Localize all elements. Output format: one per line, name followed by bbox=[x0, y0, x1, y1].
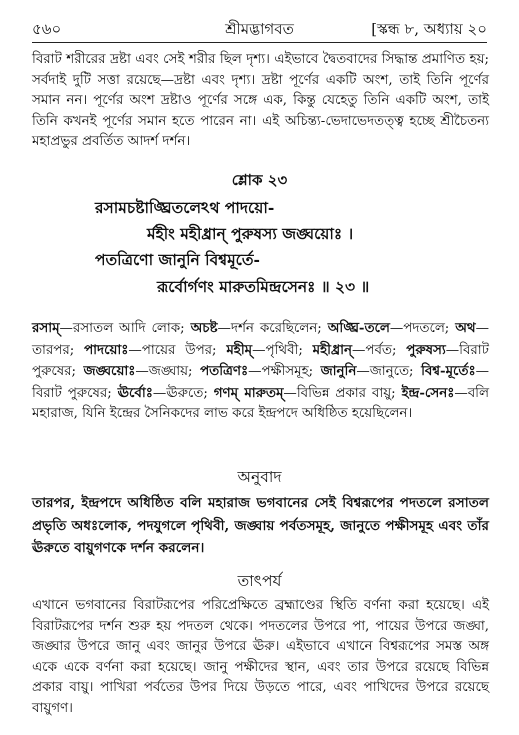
translation-heading: অনুবাদ bbox=[237, 468, 282, 486]
chapter-reference: [স্কন্ধ ৮, অধ্যায় ২০ bbox=[371, 20, 487, 38]
synonym-meaning: তারপর bbox=[32, 342, 70, 358]
synonym-word: জঙ্ঘয়োঃ bbox=[83, 363, 136, 380]
synonym-word: গণম্ মারুতম্ bbox=[213, 384, 284, 401]
synonym-meaning: বিরাট পুরুষের bbox=[32, 342, 489, 380]
synonym-word: ইন্দ্র-সেনঃ bbox=[401, 384, 455, 401]
verse-line: রসামচষ্টাঙ্ঘ্রিতলেঽথ পাদয়ো- bbox=[95, 198, 275, 217]
synonym-meaning: পর্বত bbox=[365, 342, 392, 358]
synonym-meaning: বলি মহারাজ, যিনি ইন্দ্রের সৈনিকদের লাভ করে ইন্দ্রপদে অধিষ্ঠিত হয়েছিলেন। bbox=[32, 385, 489, 422]
synonym-meaning: দর্শন করেছিলেন bbox=[230, 321, 318, 336]
synonym-word: পতত্রিণঃ bbox=[200, 363, 249, 380]
synonym-word: অচষ্ট bbox=[190, 320, 218, 336]
synonym-word: পুরুষস্য bbox=[406, 341, 446, 358]
page-header bbox=[32, 14, 487, 42]
page-number: ৫৬০ bbox=[32, 20, 62, 38]
synonym-word: মহীম্ bbox=[226, 341, 253, 358]
synonym-word: ঊর্বোঃ bbox=[117, 384, 153, 401]
word-for-word-synonyms: রসাম্—রসাতল আদি লোক; অচষ্ট—দর্শন করেছিলেন; অঙ্ঘ্রি-তলে—পদতলে; অথ—তারপর; পাদয়োঃ—পায়ের উপর; মহীম্—পৃথিবী; মহীধ্রান্—পর্বত; পুরুষস্য—বিরাট পুরুষের; জঙ্ঘয়োঃ—জঙ্ঘায়; পতত্রিণঃ—পক্ষীসমূহ; জানুনি—জানুতে; বিশ্ব-মূর্তেঃ—বিরাট পুরুষের; ঊর্বোঃ—ঊরুতে; গণম্ মারুতম্—বিভিন্ন প্রকার বায়ু; ইন্দ্র-সেনঃ—বলি মহারাজ, যিনি ইন্দ্রের সৈনিকদের লাভ করে ইন্দ্রপদে অধিষ্ঠিত হয়েছিলেন। bbox=[32, 320, 489, 422]
purport-text: এখানে ভগবানের বিরাটরূপের পরিপ্রেক্ষিতে ব্রহ্মাণ্ডের স্থিতি বর্ণনা করা হয়েছে। এই বিরাটরূপের দর্শন শুরু হয় পদতল থেকে। পদতলের উপরে পা, পায়ের উপরে জঙ্ঘা, জঙ্ঘার উপরে জানু এবং জানুর উপরে ঊরু। এইভাবে এখানে বিশ্বরূপের সমস্ত অঙ্গ একে একে বর্ণনা করা হয়েছে। জানু পক্ষীদের স্থান, এবং তার উপরে রয়েছে বিভিন্ন প্রকার বায়ু। পাখিরা পর্বতের উপর দিয়ে উড়তে পারে, এবং পাখিদের উপরে রয়েছে বায়ুগণ। bbox=[32, 598, 489, 716]
synonym-word: অঙ্ঘ্রি-তলে bbox=[327, 320, 390, 336]
synonym-meaning: পক্ষীসমূহ bbox=[261, 364, 309, 380]
synonym-meaning: পায়ের উপর bbox=[141, 342, 213, 358]
header-rule bbox=[32, 42, 487, 43]
translation-text: তারপর, ইন্দ্রপদে অধিষ্ঠিত বলি মহারাজ ভগবানের সেই বিশ্বরূপের পদতলে রসাতল প্রভৃতি অধঃলোক, পদযুগলে পৃথিবী, জঙ্ঘায় পর্বতসমূহ, জানুতে পক্ষীসমূহ এবং তাঁর ঊরুতে বায়ুগণকে দর্শন করলেন। bbox=[32, 495, 489, 556]
synonym-word: মহীধ্রান্ bbox=[312, 341, 352, 358]
synonym-meaning: ঊরুতে bbox=[166, 385, 204, 401]
synonym-meaning: জানুতে bbox=[369, 364, 410, 380]
synonym-word: জানুনি bbox=[320, 363, 357, 380]
synonym-meaning: রসাতল আদি লোক bbox=[72, 321, 181, 336]
synonym-meaning: জঙ্ঘায় bbox=[148, 364, 189, 380]
purport-heading: তাৎপর্য bbox=[237, 572, 282, 590]
sloka-heading: শ্লোক ২৩ bbox=[231, 171, 288, 189]
synonym-word: বিশ্ব-মূর্তেঃ bbox=[421, 363, 476, 380]
verse-line: রূর্বোর্গণং মারুতমিন্দ্রসেনঃ ॥ ২৩ ॥ bbox=[157, 277, 370, 296]
synonym-meaning: বিভিন্ন প্রকার বায়ু bbox=[296, 385, 392, 401]
synonym-word: রসাম্ bbox=[32, 320, 60, 336]
intro-paragraph: বিরাট শরীরের দ্রষ্টা এবং সেই শরীর ছিল দৃশ্য। এইভাবে দ্বৈতবাদের সিদ্ধান্ত প্রমাণিত হয়; সর্বদাই দুটি সত্তা রয়েছে—দ্রষ্টা এবং দৃশ্য। দ্রষ্টা পূর্ণের একটি অংশ, তাই তিনি পূর্ণের সমান নন। পূর্ণের অংশ দ্রষ্টাও পূর্ণের সঙ্গে এক, কিন্তু যেহেতু তিনি একটি অংশ, তাই তিনি কখনই পূর্ণের সমান হতে পারেন না। এই অচিন্ত্য-ভেদাভেদতত্ত্ব হচ্ছে শ্রীচৈতন্য মহাপ্রভুর প্রবর্তিত আদর্শ দর্শন। bbox=[32, 52, 489, 150]
verse-line: পতত্রিণো জানুনি বিশ্বমূর্তে- bbox=[95, 250, 260, 269]
book-title: শ্রীমদ্ভাগবত bbox=[225, 20, 294, 38]
synonym-word: অথ bbox=[455, 320, 476, 336]
synonym-word: পাদয়োঃ bbox=[84, 341, 129, 358]
synonym-meaning: বিরাট পুরুষের bbox=[32, 385, 108, 401]
synonym-meaning: পদতলে bbox=[403, 321, 445, 336]
verse-line: র্মহীং মহীধ্রান্ পুরুষস্য জঙ্ঘয়োঃ । bbox=[147, 224, 354, 243]
synonym-meaning: পৃথিবী bbox=[265, 342, 299, 358]
